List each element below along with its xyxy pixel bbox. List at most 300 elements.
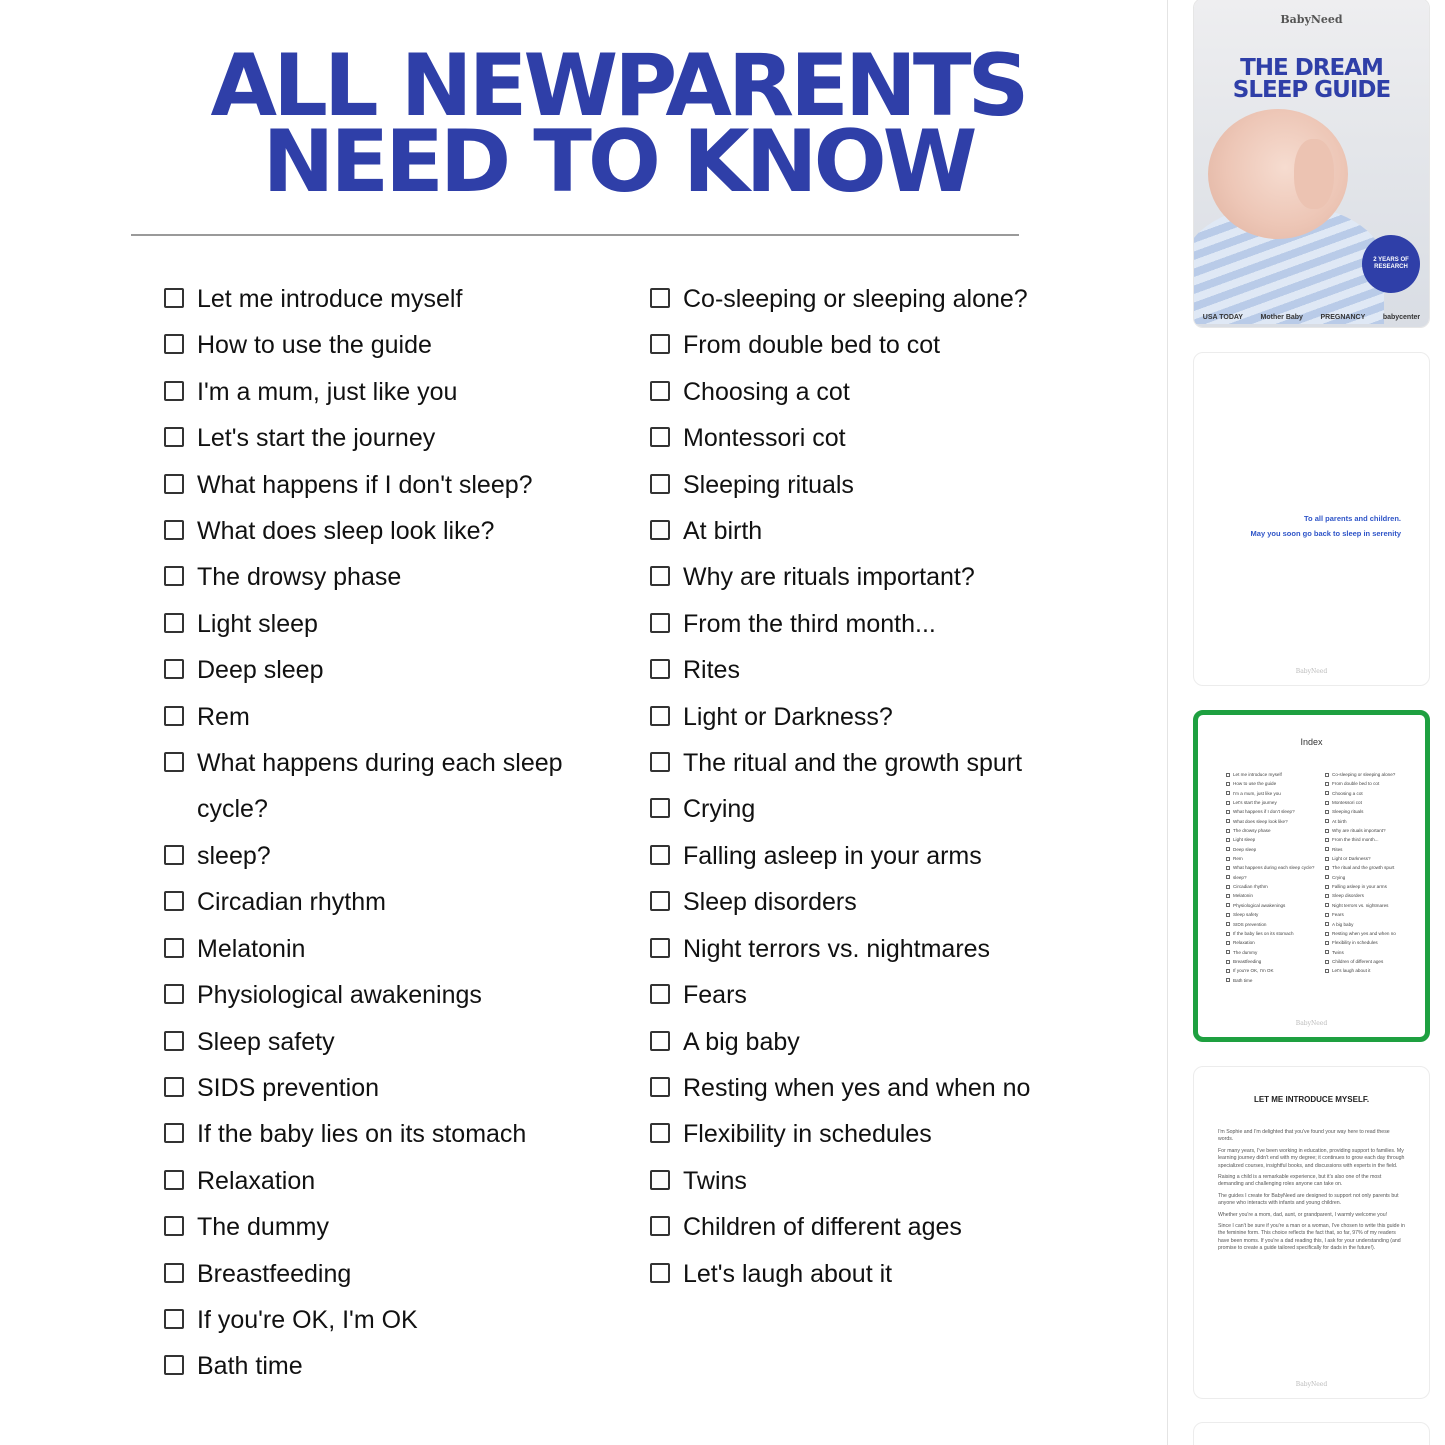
checkbox[interactable] (650, 381, 670, 401)
mini-index-item (1226, 789, 1324, 798)
index-item[interactable] (650, 462, 1120, 508)
index-item[interactable] (650, 276, 1120, 322)
index-item-label: What happens during each sleep cycle? (197, 749, 563, 824)
mini-index-item (1226, 873, 1324, 882)
thumbnail-footer-logo: BabyNeed (1295, 1020, 1328, 1027)
mini-index-item-label: The ritual and the growth spurt (1332, 865, 1395, 871)
mini-index-item-label: Night terrors vs. nightmares (1332, 902, 1389, 908)
checkbox[interactable] (650, 613, 670, 633)
index-item-label: The dummy (197, 1213, 329, 1242)
mini-index-item-label: SIDS prevention (1233, 921, 1267, 927)
checkbox[interactable] (650, 938, 670, 958)
index-item[interactable] (164, 601, 634, 647)
intro-paragraph: The guides I create for BabyNeed are designed to support not only parents but anyone who interacts with infants and young children. (1218, 1192, 1399, 1207)
index-item-label: Sleep safety (197, 1027, 335, 1056)
mini-index-item (1325, 957, 1423, 966)
index-item[interactable] (650, 972, 1120, 1018)
mini-index-item (1226, 779, 1324, 788)
mini-index-item-label: A big baby (1332, 921, 1354, 927)
mini-index-item (1325, 938, 1423, 947)
index-item-label: Night terrors vs. nightmares (683, 934, 991, 963)
intro-page-title: LET ME INTRODUCE MYSELF. (1253, 1095, 1370, 1104)
mini-index-item-label: How to use the guide (1233, 781, 1277, 787)
headline-line-2: NEED TO KNOW (262, 112, 974, 212)
checkbox (1325, 950, 1329, 954)
checkbox (1226, 819, 1230, 823)
mini-index-item-label: Rem (1233, 856, 1243, 862)
thumbnail-next[interactable] (1193, 1422, 1430, 1445)
mini-index-item (1325, 891, 1423, 900)
index-item-label: Falling asleep in your arms (683, 841, 982, 870)
mini-index-item-label: Falling asleep in your arms (1332, 884, 1387, 890)
mini-index-item (1325, 807, 1423, 816)
mini-index-item (1226, 920, 1324, 929)
mini-index-item (1226, 882, 1324, 891)
cover-title (1194, 57, 1429, 101)
index-item[interactable] (164, 1111, 634, 1157)
index-item[interactable] (650, 694, 1120, 740)
mini-index-item (1226, 938, 1324, 947)
mini-index-item (1325, 845, 1423, 854)
checkbox[interactable] (650, 566, 670, 586)
research-badge: 2 YEARS OF RESEARCH (1362, 235, 1420, 293)
checkbox[interactable] (164, 288, 184, 308)
checkbox[interactable] (164, 752, 184, 772)
index-item[interactable] (164, 879, 634, 925)
cover-brand-logo: BabyNeed (1280, 13, 1343, 26)
index-item-label: Co-sleeping or sleeping alone? (683, 285, 1028, 313)
cover-title-line-1: THE DREAM (1240, 55, 1383, 81)
index-item-label: The drowsy phase (197, 563, 402, 592)
index-item-label: Let's laugh about it (683, 1259, 893, 1288)
index-item[interactable] (650, 879, 1120, 925)
index-item[interactable] (164, 972, 634, 1018)
mini-index-item (1226, 863, 1324, 872)
index-item[interactable] (650, 554, 1120, 600)
mini-index-item (1325, 882, 1423, 891)
index-item-label: The ritual and the growth spurt (683, 749, 1023, 778)
checkbox[interactable] (650, 798, 670, 818)
mini-index-item-label: I'm a mum, just like you (1233, 790, 1281, 796)
checkbox (1325, 875, 1329, 879)
intro-paragraph: Whether you're a mom, dad, aunt, or grandparent, I warmly welcome you! (1218, 1211, 1388, 1218)
checkbox[interactable] (164, 1170, 184, 1190)
checkbox[interactable] (650, 427, 670, 447)
index-item-label: Flexibility in schedules (683, 1120, 932, 1149)
mini-index-item-label: Rites (1332, 846, 1343, 852)
checkbox[interactable] (164, 659, 184, 679)
checkbox (1325, 847, 1329, 851)
mini-index-item (1325, 826, 1423, 835)
mini-index-item (1226, 957, 1324, 966)
mini-index-item (1325, 835, 1423, 844)
index-item[interactable] (164, 1158, 634, 1204)
mini-index-item (1226, 910, 1324, 919)
index-item-label: Physiological awakenings (197, 981, 482, 1010)
mini-index-item (1325, 863, 1423, 872)
mini-index-item-label: Choosing a cot (1332, 790, 1363, 796)
index-item-label: Let's start the journey (197, 424, 436, 453)
index-item[interactable] (650, 508, 1120, 554)
index-item-label: Let me introduce myself (197, 285, 463, 313)
checkbox[interactable] (164, 613, 184, 633)
mini-index-item-label: Breastfeeding (1233, 958, 1262, 964)
checkbox[interactable] (650, 1031, 670, 1051)
checkbox (1226, 782, 1230, 786)
index-item-label: Circadian rhythm (197, 888, 386, 917)
checkbox (1325, 903, 1329, 907)
index-item-label: Children of different ages (683, 1213, 962, 1242)
checkbox (1226, 866, 1230, 870)
checkbox[interactable] (164, 706, 184, 726)
press-logo: babycenter (1382, 314, 1421, 321)
mini-index-item (1226, 798, 1324, 807)
checkbox[interactable] (650, 1170, 670, 1190)
checkbox[interactable] (164, 845, 184, 865)
mini-index-item-label: Bath time (1233, 977, 1253, 983)
checkbox[interactable] (650, 706, 670, 726)
checkbox (1325, 791, 1329, 795)
index-item[interactable] (650, 1251, 1120, 1297)
checkbox[interactable] (164, 1077, 184, 1097)
checkbox[interactable] (650, 845, 670, 865)
checkbox (1226, 960, 1230, 964)
index-item[interactable] (164, 1204, 634, 1250)
intro-paragraph: For many years, I've been working in education, providing support to families. My learning journey didn't end with my degree; it continues to grow each day through specialized courses, insightful books, and discussions with experts in the field. (1218, 1147, 1405, 1169)
checkbox (1325, 782, 1329, 786)
checkbox (1325, 913, 1329, 917)
checkbox (1226, 885, 1230, 889)
mini-index-item (1226, 929, 1324, 938)
checkbox[interactable] (650, 474, 670, 494)
index-page-title: Index (1300, 737, 1323, 747)
checkbox[interactable] (164, 938, 184, 958)
mini-index-item-label: Relaxation (1233, 940, 1255, 946)
mini-index-item (1325, 920, 1423, 929)
mini-index-item (1325, 770, 1423, 779)
dedication-line-2: May you soon go back to sleep in serenity (1250, 529, 1401, 538)
checkbox[interactable] (650, 891, 670, 911)
divider (131, 234, 1019, 236)
mini-index-item-label: Co-sleeping or sleeping alone? (1332, 772, 1396, 777)
index-item-label: Twins (683, 1166, 747, 1195)
index-item-label: Light sleep (197, 609, 318, 638)
checkbox (1325, 773, 1329, 777)
index-item-label: Fears (683, 981, 747, 1010)
mini-index-item-label: From the third month... (1332, 837, 1379, 843)
checkbox[interactable] (650, 520, 670, 540)
intro-paragraph: Since I can't be sure if you're a man or a woman, I've chosen to write this guide in the feminine form. This choice reflects the fact that, so far, 97% of my readers have been moms. If you're a dad reading this, I ask for your understanding (and promise to create a guide tailored specifically for dads in the future!). (1218, 1223, 1405, 1252)
index-item[interactable] (164, 462, 634, 508)
mini-index-item (1325, 901, 1423, 910)
index-item[interactable] (650, 786, 1120, 832)
index-item-label: Montessori cot (683, 424, 846, 453)
index-column-right (650, 276, 1120, 1297)
mini-index-item-label: Let's laugh about it (1332, 968, 1371, 974)
checkbox[interactable] (650, 752, 670, 772)
mini-index-item-label: Children of different ages (1332, 958, 1384, 964)
index-item[interactable] (164, 322, 634, 368)
checkbox (1226, 950, 1230, 954)
index-item-label: Rem (197, 702, 250, 731)
index-item-label: Bath time (197, 1352, 303, 1381)
mini-index-item-label: Deep sleep (1233, 846, 1257, 852)
index-item[interactable] (650, 1204, 1120, 1250)
checkbox[interactable] (164, 984, 184, 1004)
index-item[interactable] (650, 647, 1120, 693)
checkbox[interactable] (650, 288, 670, 308)
index-item-label: SIDS prevention (197, 1073, 380, 1102)
mini-index-item (1226, 770, 1324, 779)
mini-index-item-label: Sleep disorders (1332, 893, 1364, 899)
index-item-label: If you're OK, I'm OK (197, 1305, 418, 1334)
mini-index-item-label: sleep? (1233, 874, 1247, 880)
mini-index-item-label: Twins (1332, 949, 1344, 955)
index-item-label: At birth (683, 517, 763, 546)
index-item[interactable] (650, 369, 1120, 415)
index-item-label: What happens if I don't sleep? (197, 470, 533, 499)
index-item[interactable] (164, 1065, 634, 1111)
checkbox (1226, 978, 1230, 982)
mini-index-item (1325, 798, 1423, 807)
mini-index-item-label: Circadian rhythm (1233, 884, 1268, 890)
checkbox (1325, 894, 1329, 898)
index-item[interactable] (164, 369, 634, 415)
mini-index-item (1226, 835, 1324, 844)
index-item[interactable] (164, 647, 634, 693)
mini-index-item-label: What happens if I don't sleep? (1233, 809, 1295, 815)
checkbox[interactable] (650, 1077, 670, 1097)
mini-index-item (1325, 854, 1423, 863)
mini-index-left (1226, 770, 1324, 985)
checkbox[interactable] (650, 984, 670, 1004)
intro-paragraph: I'm Sophie and I'm delighted that you've found your way here to read these words. (1218, 1129, 1390, 1143)
mini-index-right (1325, 770, 1423, 976)
mini-index-item (1226, 966, 1324, 975)
index-item[interactable] (164, 1297, 634, 1343)
press-logo: USA TODAY (1202, 314, 1243, 321)
thumbnail-footer-logo: BabyNeed (1295, 1381, 1328, 1388)
checkbox[interactable] (164, 474, 184, 494)
mini-index-item (1226, 901, 1324, 910)
checkbox[interactable] (164, 1355, 184, 1375)
mini-index-item-label: Flexibility in schedules (1332, 940, 1378, 946)
index-item-label: What does sleep look like? (197, 517, 495, 546)
index-item-label: Rites (683, 656, 740, 685)
mini-index-item-label: Melatonin (1233, 893, 1253, 899)
checkbox (1226, 847, 1230, 851)
index-item[interactable] (164, 926, 634, 972)
checkbox (1325, 885, 1329, 889)
mini-index-item (1325, 910, 1423, 919)
mini-index-item-label: Let's start the journey (1233, 800, 1277, 806)
checkbox (1226, 913, 1230, 917)
mini-index-item-label: Montessori cot (1332, 800, 1362, 806)
index-item-label: Light or Darkness? (683, 702, 893, 731)
checkbox (1226, 857, 1230, 861)
checkbox (1325, 969, 1329, 973)
checkbox (1226, 932, 1230, 936)
mini-index-item (1325, 817, 1423, 826)
checkbox (1325, 819, 1329, 823)
mini-index-item (1325, 789, 1423, 798)
mini-index-item (1325, 966, 1423, 975)
mini-index-item-label: Why are rituals important? (1332, 828, 1386, 834)
checkbox[interactable] (164, 891, 184, 911)
mini-index-item (1226, 807, 1324, 816)
index-item[interactable] (164, 1343, 634, 1389)
checkbox[interactable] (650, 1216, 670, 1236)
mini-index-item-label: Light sleep (1233, 837, 1256, 843)
mini-index-item-label: If you're OK, I'm OK (1233, 968, 1274, 974)
checkbox (1325, 866, 1329, 870)
mini-index-item-label: Let me introduce myself (1233, 772, 1282, 777)
press-logo: Mother Baby (1260, 314, 1303, 321)
mini-index-item (1325, 948, 1423, 957)
checkbox[interactable] (164, 1031, 184, 1051)
mini-index-item-label: Resting when yes and when no (1332, 930, 1396, 936)
thumbnail-dedication[interactable] (1193, 352, 1430, 686)
press-logo: PREGNANCY (1320, 314, 1366, 321)
index-item-label: I'm a mum, just like you (197, 377, 458, 406)
index-item-label: From double bed to cot (683, 331, 941, 360)
checkbox (1226, 773, 1230, 777)
checkbox (1325, 941, 1329, 945)
mini-index-item (1226, 817, 1324, 826)
mini-index-item-label: The dummy (1233, 949, 1258, 955)
index-item[interactable] (650, 1158, 1120, 1204)
checkbox[interactable] (164, 1123, 184, 1143)
index-item-label: Crying (683, 795, 756, 824)
index-item[interactable] (650, 415, 1120, 461)
checkbox (1226, 969, 1230, 973)
press-logos (1194, 314, 1429, 321)
checkbox[interactable] (164, 334, 184, 354)
index-item[interactable] (164, 415, 634, 461)
checkbox[interactable] (650, 1263, 670, 1283)
checkbox[interactable] (164, 427, 184, 447)
checkbox[interactable] (164, 1309, 184, 1329)
mini-index-item (1226, 891, 1324, 900)
index-item[interactable] (164, 1019, 634, 1065)
index-item-label: Choosing a cot (683, 377, 850, 406)
mini-index-item-label: The drowsy phase (1233, 828, 1271, 834)
checkbox (1325, 857, 1329, 861)
mini-index-item (1325, 779, 1423, 788)
checkbox (1325, 801, 1329, 805)
mini-index-item-label: Physiological awakenings (1233, 902, 1286, 908)
dedication-line-1: To all parents and children. (1304, 514, 1401, 523)
index-item-label: How to use the guide (197, 331, 432, 360)
mini-index-item (1325, 873, 1423, 882)
thumbnail-index-selected[interactable] (1193, 710, 1430, 1042)
index-item-label: Why are rituals important? (683, 563, 975, 592)
index-item[interactable] (164, 833, 634, 879)
index-item-label: Sleep disorders (683, 888, 857, 917)
mini-index-item (1226, 826, 1324, 835)
checkbox (1325, 829, 1329, 833)
checkbox (1325, 810, 1329, 814)
checkbox (1226, 941, 1230, 945)
index-item-label: Resting when yes and when no (683, 1073, 1031, 1102)
checkbox[interactable] (164, 381, 184, 401)
index-item-label: Melatonin (197, 934, 306, 963)
checkbox (1226, 810, 1230, 814)
mini-index-item-label: What happens during each sleep cycle? (1233, 865, 1315, 871)
index-item[interactable] (650, 601, 1120, 647)
index-item-label: From the third month... (683, 609, 936, 638)
checkbox (1226, 875, 1230, 879)
dedication-text (1194, 511, 1429, 541)
index-item-label: Relaxation (197, 1166, 316, 1195)
checkbox (1226, 829, 1230, 833)
index-item[interactable] (164, 276, 634, 322)
index-item[interactable] (650, 833, 1120, 879)
mini-index-item-label: Sleeping rituals (1332, 809, 1364, 815)
index-item[interactable] (650, 1111, 1120, 1157)
index-item-label: If the baby lies on its stomach (197, 1120, 527, 1149)
index-item-label: sleep? (197, 841, 271, 870)
page-headline (0, 36, 1236, 212)
index-item-label: Deep sleep (197, 656, 324, 685)
checkbox[interactable] (164, 1216, 184, 1236)
index-item[interactable] (164, 694, 634, 740)
checkbox[interactable] (164, 1263, 184, 1283)
index-item[interactable] (650, 1065, 1120, 1111)
checkbox (1226, 922, 1230, 926)
mini-index-item (1325, 929, 1423, 938)
intro-paragraph: Raising a child is a remarkable experience, but it's also one of the most demanding and challenging roles anyone can take on. (1218, 1174, 1382, 1188)
checkbox (1325, 960, 1329, 964)
mini-index-item-label: Light or Darkness? (1332, 856, 1371, 862)
checkbox[interactable] (164, 566, 184, 586)
mini-index-item-label: Sleep safety (1233, 912, 1259, 918)
checkbox[interactable] (164, 520, 184, 540)
checkbox[interactable] (650, 1123, 670, 1143)
headline-line-1: ALL NEWPARENTS (210, 36, 1026, 136)
checkbox (1226, 838, 1230, 842)
index-item[interactable] (650, 926, 1120, 972)
index-item[interactable] (164, 508, 634, 554)
checkbox (1325, 932, 1329, 936)
index-column-left (164, 276, 634, 1390)
mini-index-item-label: Fears (1332, 912, 1344, 918)
checkbox (1226, 894, 1230, 898)
baby-image-hand (1294, 139, 1334, 209)
thumbnail-cover[interactable] (1193, 0, 1430, 328)
checkbox (1226, 791, 1230, 795)
index-item-label: Sleeping rituals (683, 470, 854, 499)
index-item[interactable] (650, 1019, 1120, 1065)
thumbnail-footer-logo: BabyNeed (1295, 668, 1328, 675)
intro-page-body (1218, 1129, 1405, 1257)
mini-index-item (1226, 845, 1324, 854)
index-item[interactable] (164, 554, 634, 600)
index-item[interactable] (650, 322, 1120, 368)
checkbox (1325, 922, 1329, 926)
thumbnail-introduction[interactable] (1193, 1066, 1430, 1399)
mini-index-item-label: What does sleep look like? (1233, 818, 1288, 824)
index-item-label: Breastfeeding (197, 1259, 352, 1288)
checkbox[interactable] (650, 659, 670, 679)
checkbox (1325, 838, 1329, 842)
mini-index-item-label: If the baby lies on its stomach (1233, 930, 1294, 936)
checkbox[interactable] (650, 334, 670, 354)
index-item[interactable] (164, 740, 634, 833)
page-thumbnails-sidebar[interactable] (1169, 0, 1445, 1445)
index-item[interactable] (650, 740, 1120, 786)
index-item[interactable] (164, 1251, 634, 1297)
